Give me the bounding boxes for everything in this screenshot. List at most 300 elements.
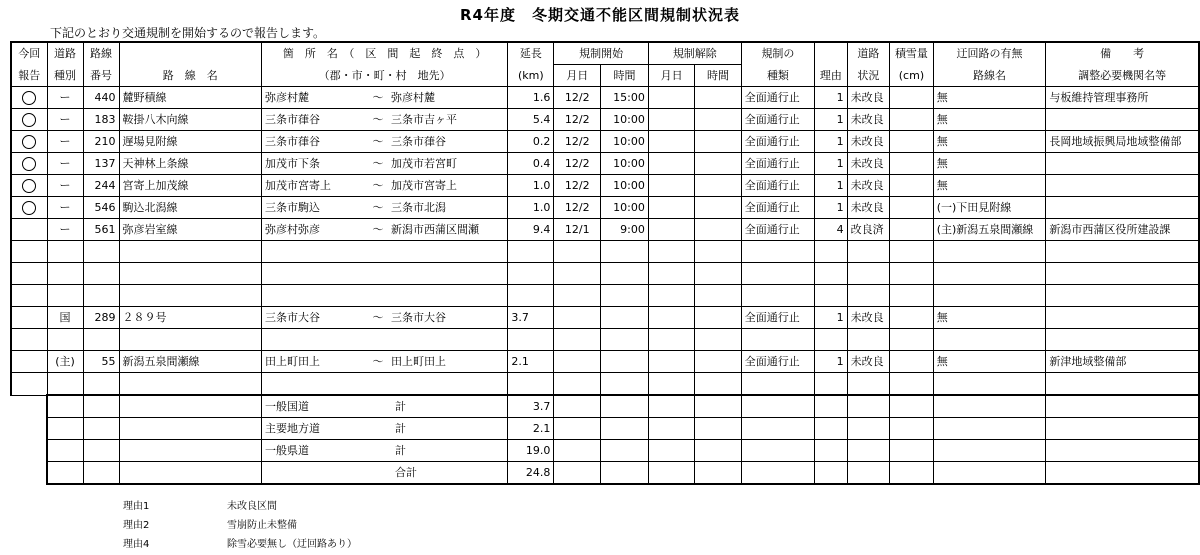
totals-blank [847,418,890,440]
totals-blank [815,440,847,462]
header-end-time: 時間 [695,65,741,87]
totals-row [11,462,1199,485]
road-type: ー [47,219,83,241]
totals-blank [933,395,1046,418]
end-date [648,373,694,396]
header-start: 規制開始 [554,42,648,65]
end-time [695,351,741,373]
regulation-type: 全面通行止 [741,175,814,197]
totals-blank [554,440,601,462]
totals-label: 一般県道 [265,444,310,457]
length: 1.0 [508,197,554,219]
totals-row [11,395,1199,418]
report-circle-icon [22,179,36,193]
road-status [847,263,890,285]
length [508,285,554,307]
totals-blank [83,462,119,485]
start-time [601,373,649,396]
note-label: 理由4 [123,539,150,550]
location-from: 加茂市下条 [265,157,321,170]
reason [815,373,847,396]
start-date [554,307,601,329]
reason: 1 [815,109,847,131]
start-date [554,329,601,351]
reason: 1 [815,351,847,373]
route-name: 天神林上条線 [119,153,262,175]
route-number: 210 [83,131,119,153]
range-tilde: ～ [372,355,384,368]
reason [815,285,847,307]
header-length-unit: (km) [508,65,554,87]
length [508,373,554,396]
totals-blank [695,395,741,418]
location-to [369,267,373,280]
road-status: 未改良 [847,153,890,175]
totals-blank [119,462,262,485]
start-date [554,263,601,285]
road-status [847,329,890,351]
start-time [601,307,649,329]
road-status: 未改良 [847,109,890,131]
header-route-no: 路線 [83,42,119,65]
table-row [11,263,1199,285]
road-type [47,241,83,263]
road-status: 未改良 [847,351,890,373]
report-circle-icon [22,113,36,127]
snow-depth [890,153,933,175]
route-number: 561 [83,219,119,241]
reason: 1 [815,175,847,197]
start-date: 12/2 [554,109,601,131]
road-status: 未改良 [847,175,890,197]
totals-kei: 計 [395,400,407,413]
totals-blank [47,395,83,418]
location-cell [262,285,508,307]
totals-blank [847,440,890,462]
length: 5.4 [508,109,554,131]
range-tilde: ～ [372,135,384,148]
location-cell [262,351,508,373]
detour-route: 無 [933,175,1046,197]
snow-depth [890,263,933,285]
header-reason-top [815,42,847,65]
header-route-name-top [119,42,262,65]
route-number [83,241,119,263]
location-cell [262,175,508,197]
table-row [11,131,1199,153]
snow-depth [890,197,933,219]
header-detour-2: 路線名 [933,65,1046,87]
totals-value: 3.7 [508,395,554,418]
report-cell [11,263,47,285]
route-name [119,263,262,285]
end-time [695,373,741,396]
totals-blank [741,395,814,418]
report-cell [11,131,47,153]
totals-blank [83,395,119,418]
snow-depth [890,307,933,329]
end-time [695,131,741,153]
location-cell [262,329,508,351]
start-time [601,241,649,263]
location-from: 弥彦村弥彦 [265,223,321,236]
totals-blank [741,462,814,485]
location-from: 弥彦村麓 [265,91,310,104]
road-status: 未改良 [847,87,890,109]
reason [815,329,847,351]
totals-blank [601,440,649,462]
remarks [1046,175,1199,197]
note-text: 除雪必要無し（迂回路あり） [227,539,357,550]
road-status: 未改良 [847,131,890,153]
table-row [11,109,1199,131]
remarks: 新津地域整備部 [1046,351,1199,373]
location-cell [262,197,508,219]
location-to: 三条市北潟 [391,201,447,214]
route-name: 鞍掛八木向線 [119,109,262,131]
remarks [1046,263,1199,285]
remarks [1046,373,1199,396]
header-road-type-2: 種別 [47,65,83,87]
totals-blank [1046,418,1199,440]
page-title: R4年度 冬期交通不能区間規制状況表 [460,6,740,24]
route-name: ２８９号 [119,307,262,329]
route-number: 183 [83,109,119,131]
end-time [695,307,741,329]
table-row [11,329,1199,351]
location-cell [262,241,508,263]
totals-blank [83,440,119,462]
totals-blank [554,462,601,485]
road-type [47,263,83,285]
start-time: 10:00 [601,131,649,153]
location-to: 三条市吉ヶ平 [391,113,458,126]
detour-route: (主)新潟五泉間瀬線 [933,219,1046,241]
header-end-date: 月日 [648,65,694,87]
totals-blank [119,418,262,440]
snow-depth [890,351,933,373]
road-type: ー [47,175,83,197]
table-row [11,153,1199,175]
totals-blank [695,462,741,485]
road-type: ー [47,109,83,131]
reason [815,263,847,285]
reason: 1 [815,87,847,109]
length [508,263,554,285]
reason: 1 [815,153,847,175]
location-from: 三条市葎谷 [265,113,321,126]
snow-depth [890,219,933,241]
route-name [119,329,262,351]
note-line [123,535,357,554]
totals-label-cell [262,418,508,440]
start-date [554,241,601,263]
range-tilde: ～ [372,201,384,214]
length: 0.2 [508,131,554,153]
totals-blank [1046,440,1199,462]
totals-blank [933,462,1046,485]
route-number [83,373,119,396]
totals-blank [601,462,649,485]
length [508,241,554,263]
location-cell [262,263,508,285]
snow-depth [890,109,933,131]
road-type: ー [47,131,83,153]
road-status [847,241,890,263]
header-location-2: （郡・市・町・村 地先） [262,65,508,87]
remarks [1046,329,1199,351]
remarks: 新潟市西蒲区役所建設課 [1046,219,1199,241]
report-circle-icon [22,201,36,215]
totals-blank [741,418,814,440]
totals-blank [890,395,933,418]
totals-blank [47,462,83,485]
length: 9.4 [508,219,554,241]
location-cell [262,109,508,131]
totals-blank [890,440,933,462]
report-cell [11,241,47,263]
length [508,329,554,351]
note-label: 理由1 [123,501,150,512]
report-cell [11,87,47,109]
start-date: 12/1 [554,219,601,241]
totals-blank [601,418,649,440]
regulation-type: 全面通行止 [741,351,814,373]
totals-blank [847,462,890,485]
location-to: 新潟市西蒲区間瀬 [391,223,480,236]
road-status: 未改良 [847,307,890,329]
range-tilde: ～ [372,311,384,324]
start-time: 15:00 [601,87,649,109]
report-cell [11,175,47,197]
totals-blank [847,395,890,418]
start-date: 12/2 [554,131,601,153]
regulation-type: 全面通行止 [741,307,814,329]
detour-route: 無 [933,87,1046,109]
totals-empty [11,395,47,418]
route-name [119,241,262,263]
regulation-type: 全面通行止 [741,197,814,219]
start-date [554,351,601,373]
location-cell [262,373,508,396]
header-length: 延長 [508,42,554,65]
start-date [554,373,601,396]
header-road-type: 道路 [47,42,83,65]
end-time [695,285,741,307]
header-remarks: 備 考 [1046,42,1199,65]
route-name [119,285,262,307]
route-number: 440 [83,87,119,109]
detour-route: 無 [933,153,1046,175]
regulation-type: 全面通行止 [741,219,814,241]
route-number [83,285,119,307]
header-reg-type-2: 種類 [741,65,814,87]
road-type: ー [47,197,83,219]
end-time [695,87,741,109]
snow-depth [890,241,933,263]
header-detour: 迂回路の有無 [933,42,1046,65]
length: 3.7 [508,307,554,329]
totals-blank [741,440,814,462]
route-name: 弥彦岩室線 [119,219,262,241]
location-to [369,377,373,390]
location-to [369,245,373,258]
regulation-type: 全面通行止 [741,87,814,109]
note-line [123,497,357,516]
length: 1.6 [508,87,554,109]
end-date [648,131,694,153]
report-cell [11,285,47,307]
remarks: 与板維持管理事務所 [1046,87,1199,109]
end-time [695,219,741,241]
regulation-type [741,329,814,351]
road-status: 改良済 [847,219,890,241]
totals-row [11,440,1199,462]
remarks [1046,197,1199,219]
end-date [648,219,694,241]
detour-route: 無 [933,351,1046,373]
route-name: 新潟五泉間瀬線 [119,351,262,373]
totals-value: 24.8 [508,462,554,485]
road-type: ー [47,153,83,175]
end-date [648,329,694,351]
location-from: 田上町田上 [265,355,321,368]
snow-depth [890,175,933,197]
reason: 1 [815,307,847,329]
totals-blank [815,395,847,418]
totals-kei: 計 [395,422,407,435]
location-to: 加茂市若宮町 [391,157,458,170]
detour-route [933,241,1046,263]
regulation-table [10,41,1200,485]
regulation-type: 全面通行止 [741,131,814,153]
end-time [695,241,741,263]
header-row-2 [11,65,1199,87]
header-location: 箇 所 名 （ 区 間 起 終 点 ） [262,42,508,65]
range-tilde: ～ [372,157,384,170]
length: 0.4 [508,153,554,175]
route-name: 宮寄上加茂線 [119,175,262,197]
start-date: 12/2 [554,197,601,219]
route-name: 麓野積線 [119,87,262,109]
route-number: 546 [83,197,119,219]
route-number: 55 [83,351,119,373]
start-time: 9:00 [601,219,649,241]
road-status [847,285,890,307]
detour-route [933,329,1046,351]
table-row [11,219,1199,241]
route-number [83,263,119,285]
note-text: 未改良区間 [227,501,277,512]
report-cell [11,351,47,373]
location-cell [262,131,508,153]
remarks [1046,109,1199,131]
header-report-2: 報告 [11,65,47,87]
table-row [11,87,1199,109]
road-type [47,285,83,307]
location-to: 三条市葎谷 [391,135,447,148]
remarks: 長岡地域振興局地域整備部 [1046,131,1199,153]
totals-value: 2.1 [508,418,554,440]
report-cell [11,153,47,175]
start-time: 10:00 [601,175,649,197]
end-date [648,263,694,285]
totals-blank [815,418,847,440]
location-to [369,289,373,302]
road-type: (主) [47,351,83,373]
header-end: 規制解除 [648,42,741,65]
header-row-1 [11,42,1199,65]
totals-blank [83,418,119,440]
length: 2.1 [508,351,554,373]
route-number: 244 [83,175,119,197]
range-tilde: ～ [372,113,384,126]
report-cell [11,219,47,241]
route-name [119,373,262,396]
reason [815,241,847,263]
totals-blank [648,418,694,440]
detour-route [933,285,1046,307]
page-subtitle: 下記のとおり交通規制を開始するので報告します。 [50,26,326,40]
location-to [369,333,373,346]
route-name: 遅場見附線 [119,131,262,153]
header-road-status-2: 状況 [847,65,890,87]
header-snow-unit: (cm) [890,65,933,87]
detour-route: (一)下田見附線 [933,197,1046,219]
totals-empty [11,440,47,462]
location-from: 三条市大谷 [265,311,321,324]
table-row [11,351,1199,373]
end-date [648,153,694,175]
totals-blank [1046,395,1199,418]
road-type [47,373,83,396]
length: 1.0 [508,175,554,197]
location-cell [262,153,508,175]
road-type [47,329,83,351]
road-status: 未改良 [847,197,890,219]
snow-depth [890,87,933,109]
header-start-time: 時間 [601,65,649,87]
report-cell [11,197,47,219]
regulation-type: 全面通行止 [741,153,814,175]
start-date: 12/2 [554,175,601,197]
detour-route: 無 [933,131,1046,153]
end-time [695,263,741,285]
reason: 1 [815,131,847,153]
remarks [1046,285,1199,307]
range-tilde: ～ [372,91,384,104]
route-name: 駒込北潟線 [119,197,262,219]
totals-blank [890,418,933,440]
remarks [1046,241,1199,263]
road-type: ー [47,87,83,109]
header-report: 今回 [11,42,47,65]
location-from: 三条市駒込 [265,201,321,214]
totals-value: 19.0 [508,440,554,462]
totals-blank [933,440,1046,462]
location-cell [262,307,508,329]
totals-blank [119,440,262,462]
header-remarks-2: 調整必要機関名等 [1046,65,1199,87]
totals-blank [1046,462,1199,485]
snow-depth [890,373,933,396]
report-cell [11,109,47,131]
range-tilde: ～ [372,223,384,236]
start-time [601,263,649,285]
reason: 4 [815,219,847,241]
totals-blank [119,395,262,418]
end-time [695,175,741,197]
